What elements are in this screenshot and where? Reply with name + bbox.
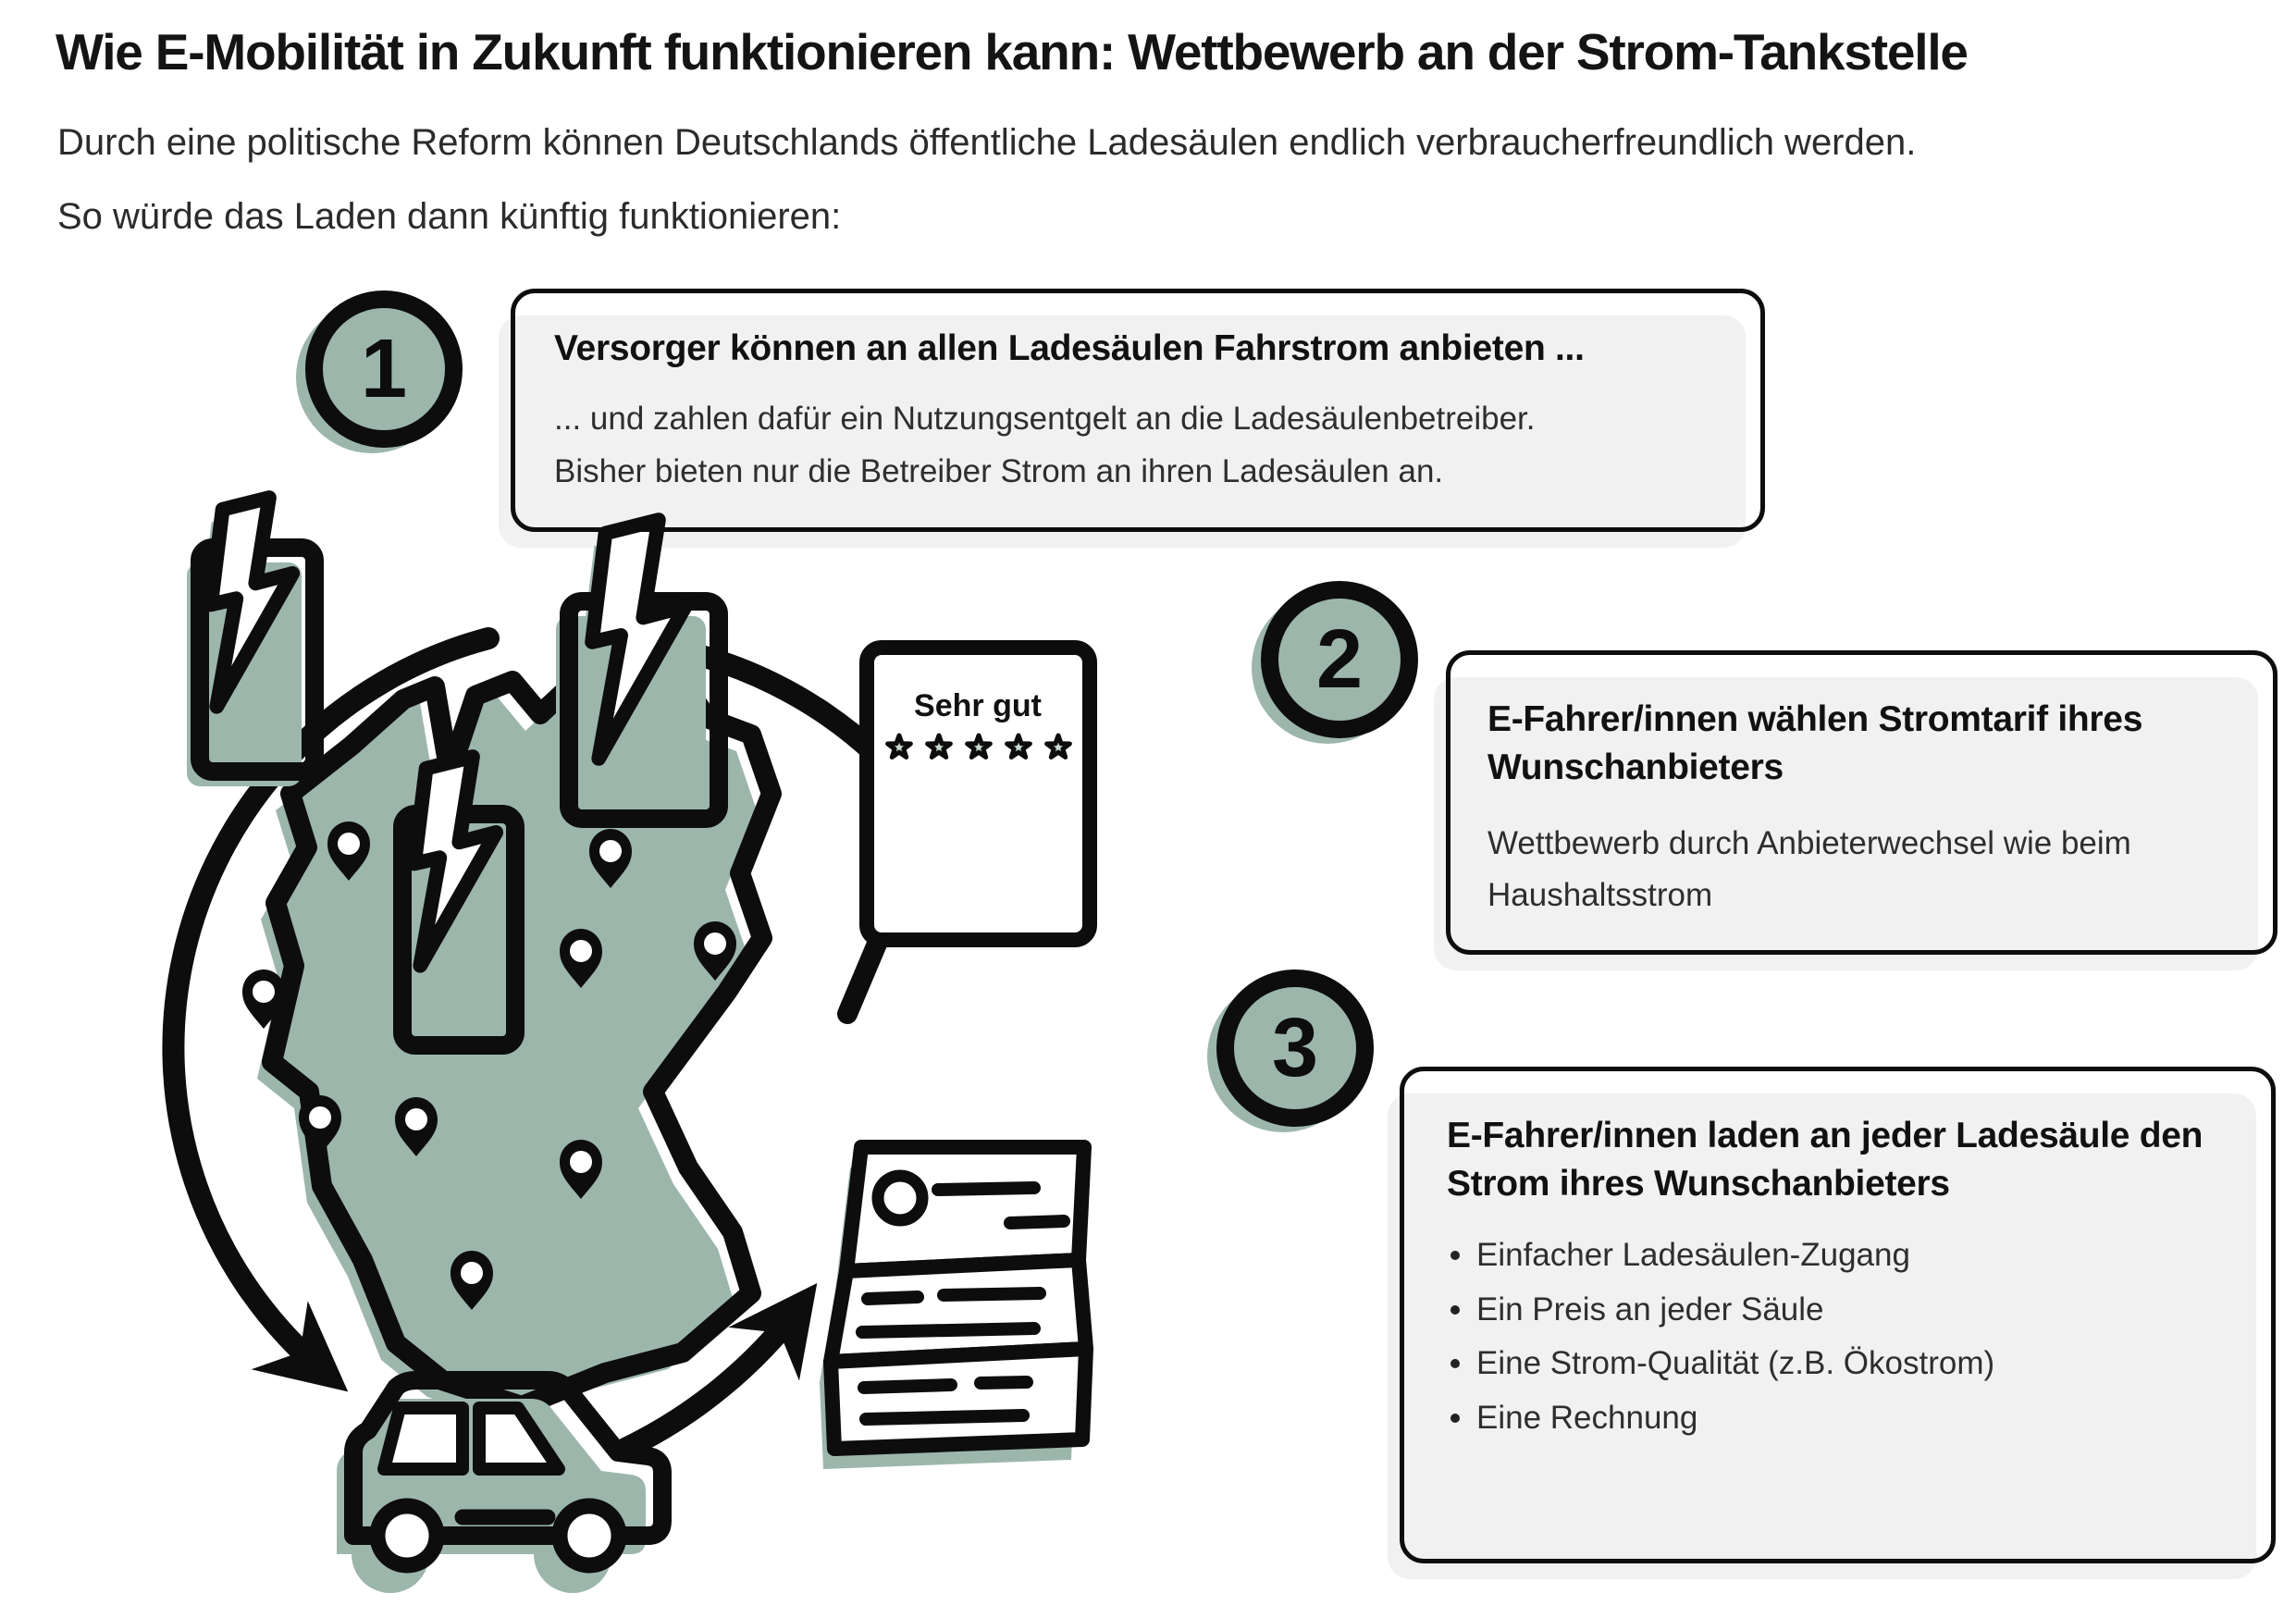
step-1-badge — [305, 290, 463, 448]
rating-label: Sehr gut — [914, 688, 1042, 723]
bullet-item: Eine Strom-Qualität (z.B. Ökostrom) — [1447, 1337, 2228, 1391]
step-2-number: 2 — [1315, 612, 1364, 706]
rating-card — [867, 648, 1090, 940]
invoice-icon — [820, 1147, 1086, 1469]
intro-text — [57, 118, 2240, 266]
step-2-heading: E-Fahrer/innen wählen Stromtarif ihres Wunschanbieters — [1487, 699, 2143, 787]
bullet-dot-icon — [1450, 1359, 1460, 1368]
intro-line-1: Durch eine politische Reform können Deutschlands öffentliche Ladesäulen endlich verbraucherfreundlich werden. — [57, 122, 1917, 163]
car-wheel — [560, 1506, 619, 1565]
step-3-number: 3 — [1271, 1001, 1319, 1094]
electric-car-icon — [337, 1380, 662, 1593]
step-3-card — [1400, 1067, 2276, 1563]
bullet-dot-icon — [1450, 1414, 1460, 1423]
step-3-badge — [1216, 970, 1374, 1127]
step-2-body: Wettbewerb durch Anbieterwechsel wie beim Haushaltsstrom — [1487, 824, 2131, 914]
bullet-item: Ein Preis an jeder Säule — [1447, 1283, 2228, 1338]
bullet-item: Eine Rechnung — [1447, 1391, 2228, 1446]
intro-line-2: So würde das Laden dann künftig funktionieren: — [57, 196, 842, 237]
step-1-card — [511, 289, 1765, 532]
step-2-badge — [1261, 581, 1418, 738]
step-1-number: 1 — [360, 322, 408, 415]
car-rear-window — [384, 1408, 463, 1469]
step-1-heading: Versorger können an allen Ladesäulen Fahrstrom anbieten ... — [554, 328, 1585, 368]
page-title: Wie E-Mobilität in Zukunft funktionieren kann: Wettbewerb an der Strom-Tankstelle — [56, 23, 1968, 80]
bullet-dot-icon — [1450, 1251, 1460, 1260]
step-3-heading: E-Fahrer/innen laden an jeder Ladesäule den Strom ihres Wunschanbieters — [1447, 1116, 2203, 1204]
car-wheel — [377, 1506, 437, 1565]
charging-station-icon-left — [187, 498, 315, 786]
step-1-body-line-1: ... und zahlen dafür ein Nutzungsentgelt an die Ladesäulenbetreiber. — [554, 400, 1536, 437]
step-3-bullet-list — [1447, 1229, 2228, 1446]
charging-station-icon-top — [556, 520, 719, 834]
step-1-body-line-2: Bisher bieten nur die Betreiber Strom an ihren Ladesäulen an. — [554, 452, 1444, 489]
bullet-dot-icon — [1450, 1305, 1460, 1315]
bullet-item: Einfacher Ladesäulen-Zugang — [1447, 1229, 2228, 1283]
step-2-card — [1446, 650, 2277, 955]
